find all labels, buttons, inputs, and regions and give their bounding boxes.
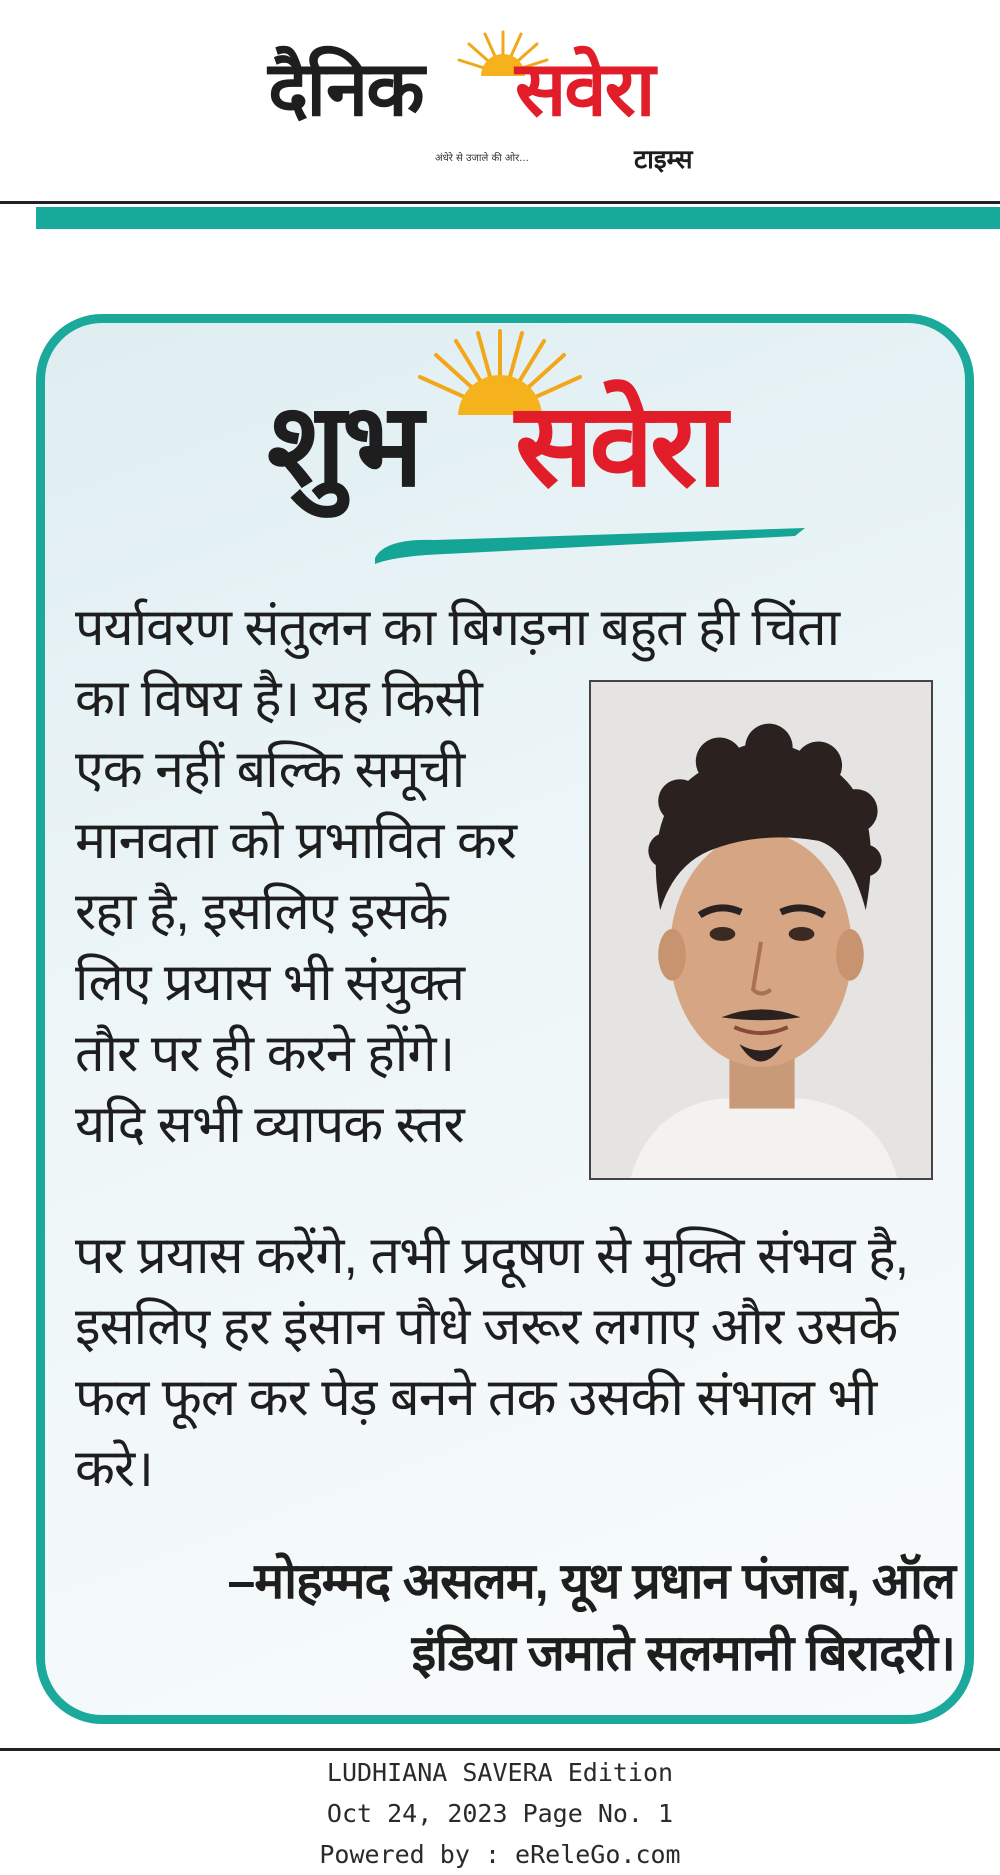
paragraph-line: का विषय है। यह किसी [75,670,482,728]
paragraph-line: तौर पर ही करने होंगे। [75,1025,455,1083]
column-card [36,314,974,1724]
footer-divider [0,1748,1000,1751]
paragraph-line: लिए प्रयास भी संयुक्त [75,954,465,1012]
masthead-name-part2: सवेरा [515,44,654,133]
footer-date-page: Oct 24, 2023 Page No. 1 [326,1799,674,1828]
footer-powered-by: Powered by : eReleGo.com [319,1840,681,1869]
footer-edition: LUDHIANA SAVERA Edition [326,1758,674,1787]
column-header-part2: सवेरा [515,378,724,513]
column-header-part1: शुभ [267,378,420,513]
paragraph-line: रहा है, इसलिए इसके [75,883,448,941]
paragraph-left [75,664,545,1161]
author-photo [589,680,933,1180]
masthead-name-part1: दैनिक [268,44,423,133]
paragraph-line: एक नहीं बल्कि समूची [75,741,465,799]
masthead-accent-bar [36,207,1000,229]
signature-line: इंडिया जमाते सलमानी बिरादरी। [411,1625,955,1681]
paragraph-top: पर्यावरण संतुलन का बिगड़ना बहुत ही चिंता [75,599,840,657]
edition-footer [0,1752,1000,1875]
header-swoosh-icon [375,528,805,564]
portrait-photo-icon [591,682,931,1178]
masthead-suffix: टाइम्स [634,145,693,175]
masthead-divider [0,201,1000,204]
signature-line: –मोहम्मद असलम, यूथ प्रधान पंजाब, ऑल [227,1553,955,1609]
paragraph-bottom: पर प्रयास करेंगे, तभी प्रदूषण से मुक्ति संभव है, इसलिए हर इंसान पौधे जरूर लगाए और उसके फल फूल कर पेड़ बनने तक उसकी संभाल भी करे। [75,1227,909,1498]
masthead-tagline: अंधेरे से उजाले की ओर... [435,153,529,164]
masthead [0,0,1000,200]
paragraph-line: यदि सभी व्यापक स्तर [75,1096,464,1154]
author-signature [75,1545,955,1689]
paragraph-line: मानवता को प्रभावित कर [75,812,517,870]
